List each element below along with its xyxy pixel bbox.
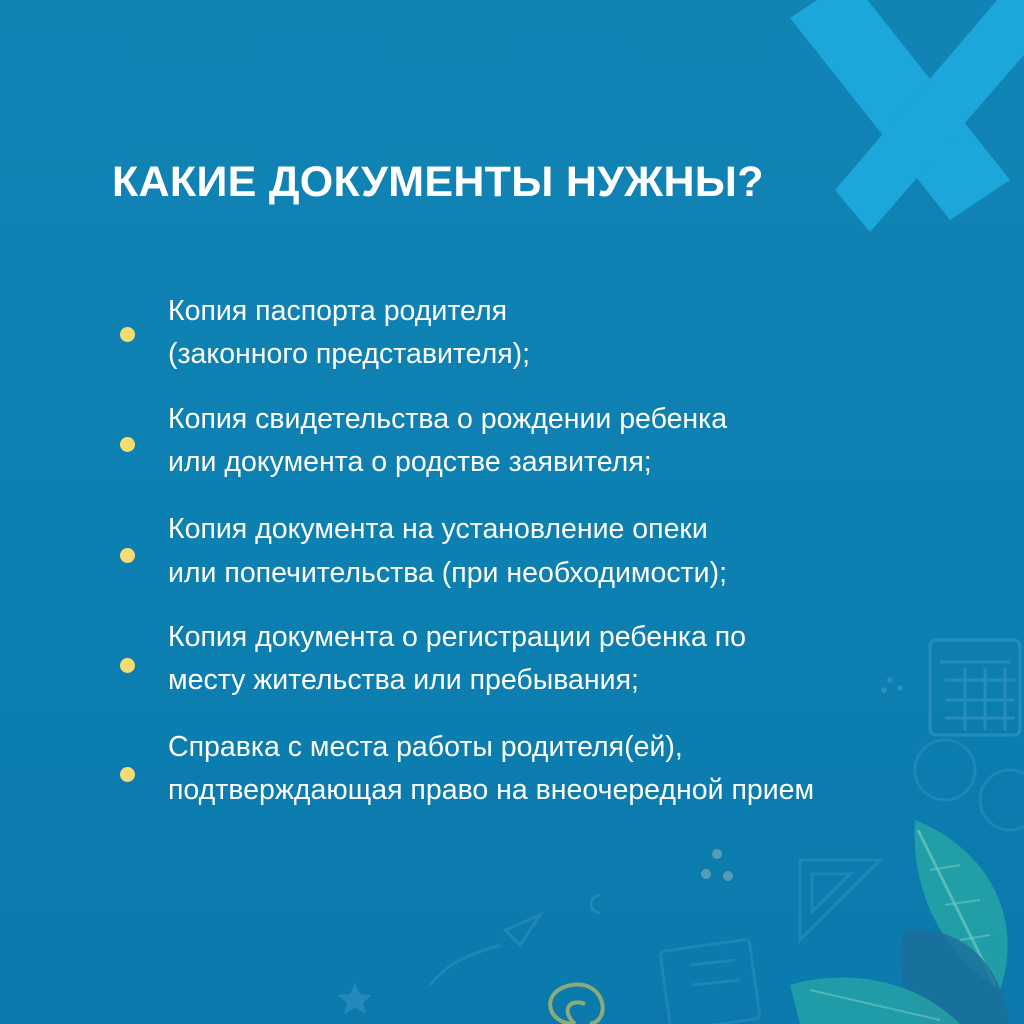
spiral-icon [550,985,603,1024]
item-text-line-2: или документа о родстве заявителя; [168,446,652,478]
item-text-line-2: подтверждающая право на внеочередной прием [168,774,815,806]
paper-plane-icon [430,915,540,985]
item-text-line-1: Справка с места работы родителя(ей), [168,731,683,763]
bullet-dot [120,658,135,673]
leaf-icon [790,820,1010,1024]
bullet-dot [120,767,135,782]
item-text-line-1: Копия документа о регистрации ребенка по [168,621,747,653]
star-icon [338,983,372,1014]
c-icon [591,895,600,913]
glasses-icon [915,740,1024,830]
item-text-line-2: месту жительства или пребывания; [168,664,639,696]
dots [701,849,733,881]
bullet-dot [120,327,135,342]
cross-shape [790,0,1024,232]
ruler-icon [800,860,880,940]
notebook-icon [660,939,760,1024]
bullet-dot [120,548,135,563]
item-text-line-1: Копия паспорта родителя [168,295,508,327]
bullet-dot [120,437,135,452]
item-text-line-1: Копия документа на установление опеки [168,513,708,545]
page-title: КАКИЕ ДОКУМЕНТЫ НУЖНЫ? [112,158,764,206]
item-text-line-1: Копия свидетельства о рождении ребенка [168,403,728,435]
item-text-line-2: (законного представителя); [168,338,531,370]
calculator-icon [930,640,1020,735]
item-text-line-2: или попечительства (при необходимости); [168,557,727,589]
dots [881,677,903,693]
